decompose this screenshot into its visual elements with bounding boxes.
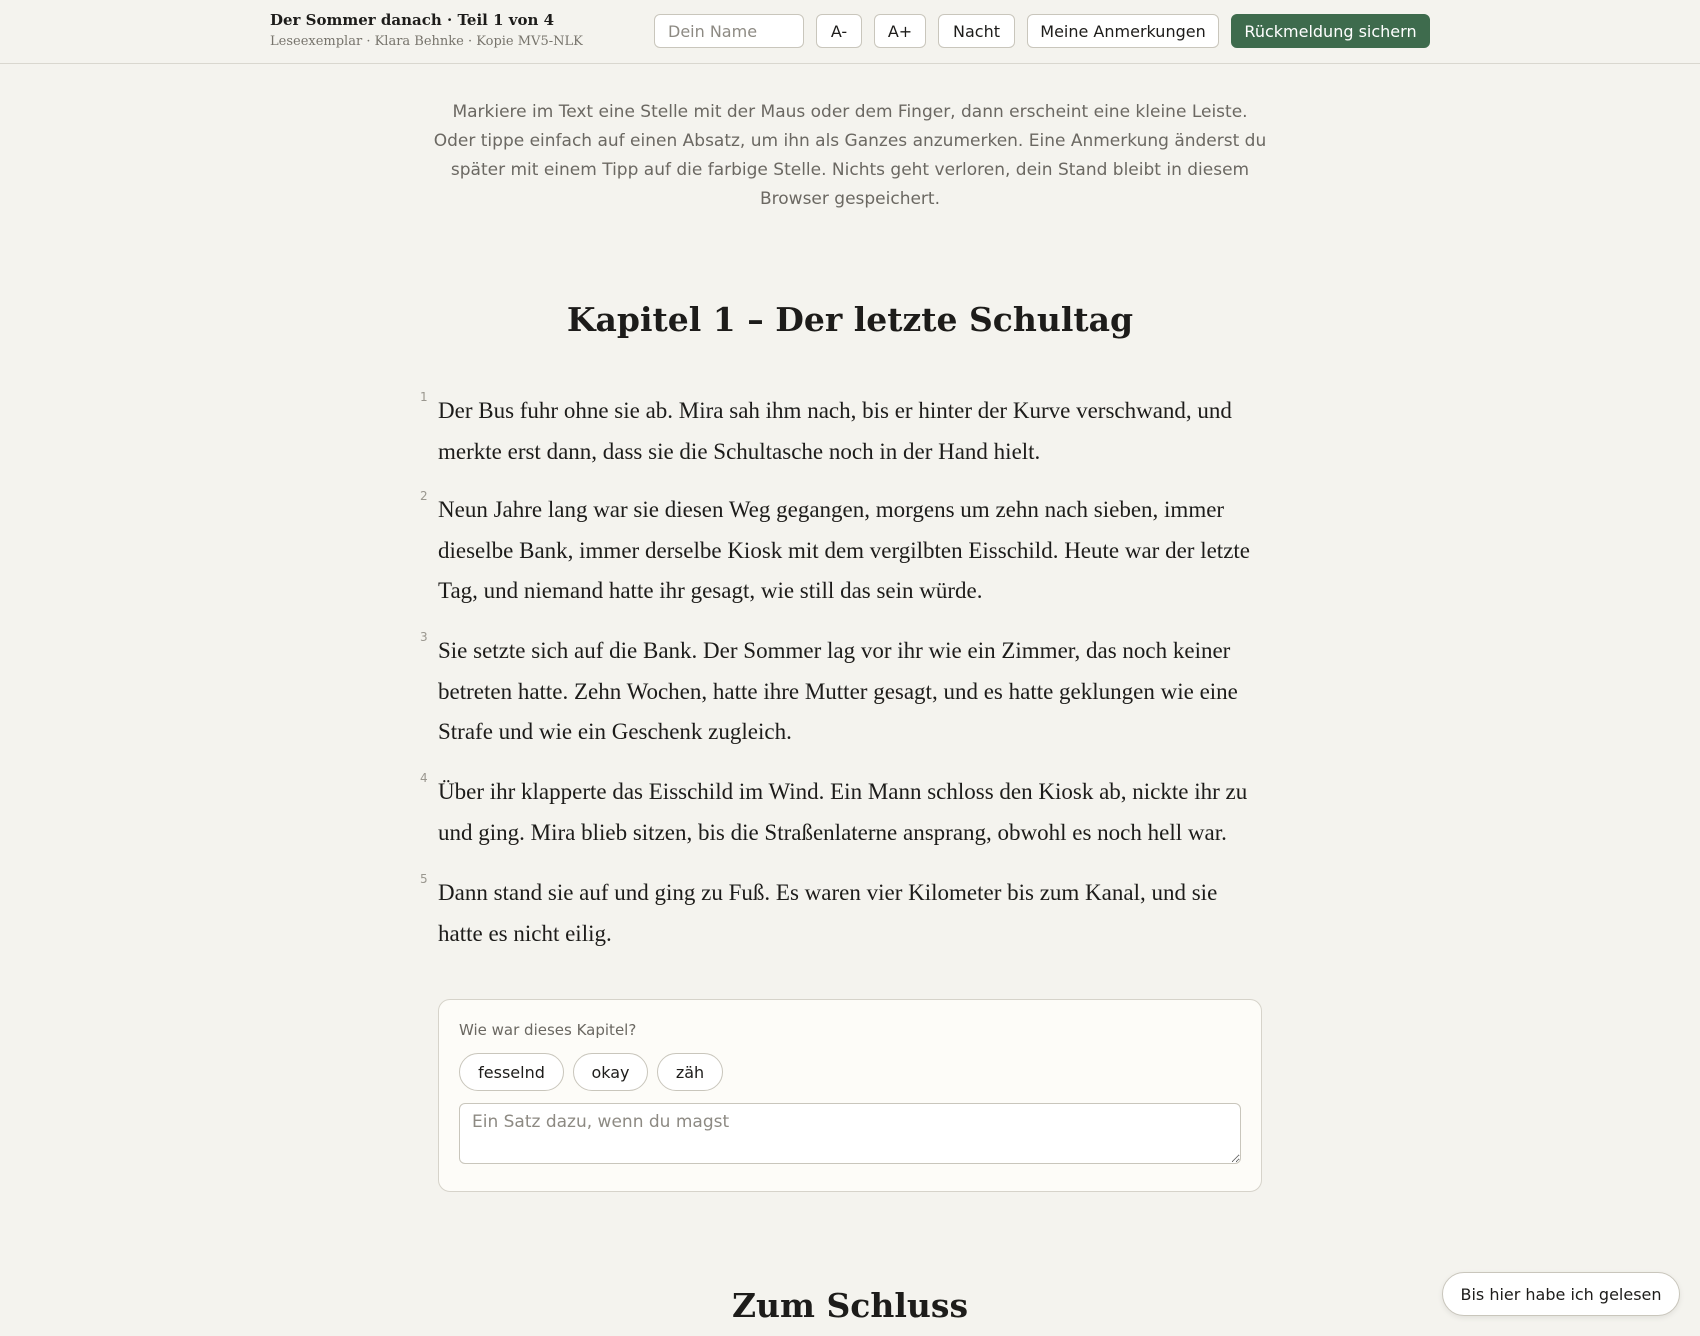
section-title: Zum Schluss bbox=[731, 1286, 969, 1325]
save-feedback-button[interactable]: Rückmeldung sichern bbox=[1231, 14, 1430, 48]
instructions-text: Markiere im Text eine Stelle mit der Maus oder dem Finger, dann erscheint eine kleine Leiste. Oder tippe einfach auf einen Absatz, um ihn als Ganzes anzumerken. Eine Anmerkung änderst du später mit einem Tipp auf die farbige Stelle. Nichts geht verloren, dein Stand bleibt in diesem Browser gespeichert. bbox=[433, 102, 1267, 209]
night-mode-button[interactable]: Nacht bbox=[938, 14, 1015, 48]
paragraph-text: Über ihr klapperte das Eisschild im Wind. Ein Mann schloss den Kiosk ab, nickte ihr zu und ging. Mira blieb sitzen, bis die Straßenlaterne ansprang, obwohl es noch hell war. bbox=[438, 779, 1248, 845]
paragraph-number: 2 bbox=[420, 489, 428, 503]
font-smaller-button[interactable]: A- bbox=[816, 14, 862, 48]
paragraph-number: 5 bbox=[420, 872, 428, 886]
top-bar bbox=[0, 0, 1700, 64]
font-larger-button[interactable]: A+ bbox=[874, 14, 926, 48]
document-title: Der Sommer danach · Teil 1 von 4 bbox=[270, 11, 555, 29]
rating-okay-button[interactable]: okay bbox=[573, 1053, 648, 1091]
paragraph-number: 3 bbox=[420, 630, 428, 644]
rating-zaeh-button[interactable]: zäh bbox=[657, 1053, 723, 1091]
reading-progress-bookmark-button[interactable]: Bis hier habe ich gelesen bbox=[1442, 1272, 1680, 1316]
paragraph-number: 4 bbox=[420, 771, 428, 785]
chapter-title: Kapitel 1 – Der letzte Schultag bbox=[566, 300, 1134, 339]
paragraph[interactable] bbox=[420, 872, 1263, 954]
document-subtitle: Leseexemplar · Klara Behnke · Kopie MV5-NLK bbox=[270, 34, 583, 49]
paragraph[interactable] bbox=[420, 630, 1263, 753]
paragraph[interactable] bbox=[420, 390, 1263, 472]
rating-fesselnd-button[interactable]: fesselnd bbox=[459, 1053, 564, 1091]
reader-name-input[interactable] bbox=[654, 14, 804, 48]
feedback-question: Wie war dieses Kapitel? bbox=[459, 1021, 637, 1039]
paragraph[interactable] bbox=[420, 489, 1263, 612]
paragraph-text: Sie setzte sich auf die Bank. Der Sommer lag vor ihr wie ein Zimmer, das noch keiner betreten hatte. Zehn Wochen, hatte ihre Mutter gesagt, und es hatte geklungen wie eine Strafe und wie ein Geschenk zugleich. bbox=[438, 638, 1238, 744]
paragraph-text: Neun Jahre lang war sie diesen Weg gegangen, morgens um zehn nach sieben, immer dieselbe Bank, immer derselbe Kiosk mit dem vergilbten Eisschild. Heute war der letzte Tag, und niemand hatte ihr gesagt, wie still das sein würde. bbox=[438, 497, 1251, 603]
paragraph[interactable] bbox=[420, 771, 1263, 853]
paragraph-text: Dann stand sie auf und ging zu Fuß. Es waren vier Kilometer bis zum Kanal, und sie hatte es nicht eilig. bbox=[438, 880, 1218, 946]
paragraph-number: 1 bbox=[420, 390, 428, 404]
my-annotations-button[interactable]: Meine Anmerkungen bbox=[1027, 14, 1219, 48]
paragraph-text: Der Bus fuhr ohne sie ab. Mira sah ihm nach, bis er hinter der Kurve verschwand, und merkte erst dann, dass sie die Schultasche noch in der Hand hielt. bbox=[438, 398, 1232, 464]
chapter-feedback-card bbox=[438, 999, 1262, 1192]
feedback-comment-field[interactable] bbox=[459, 1103, 1241, 1164]
